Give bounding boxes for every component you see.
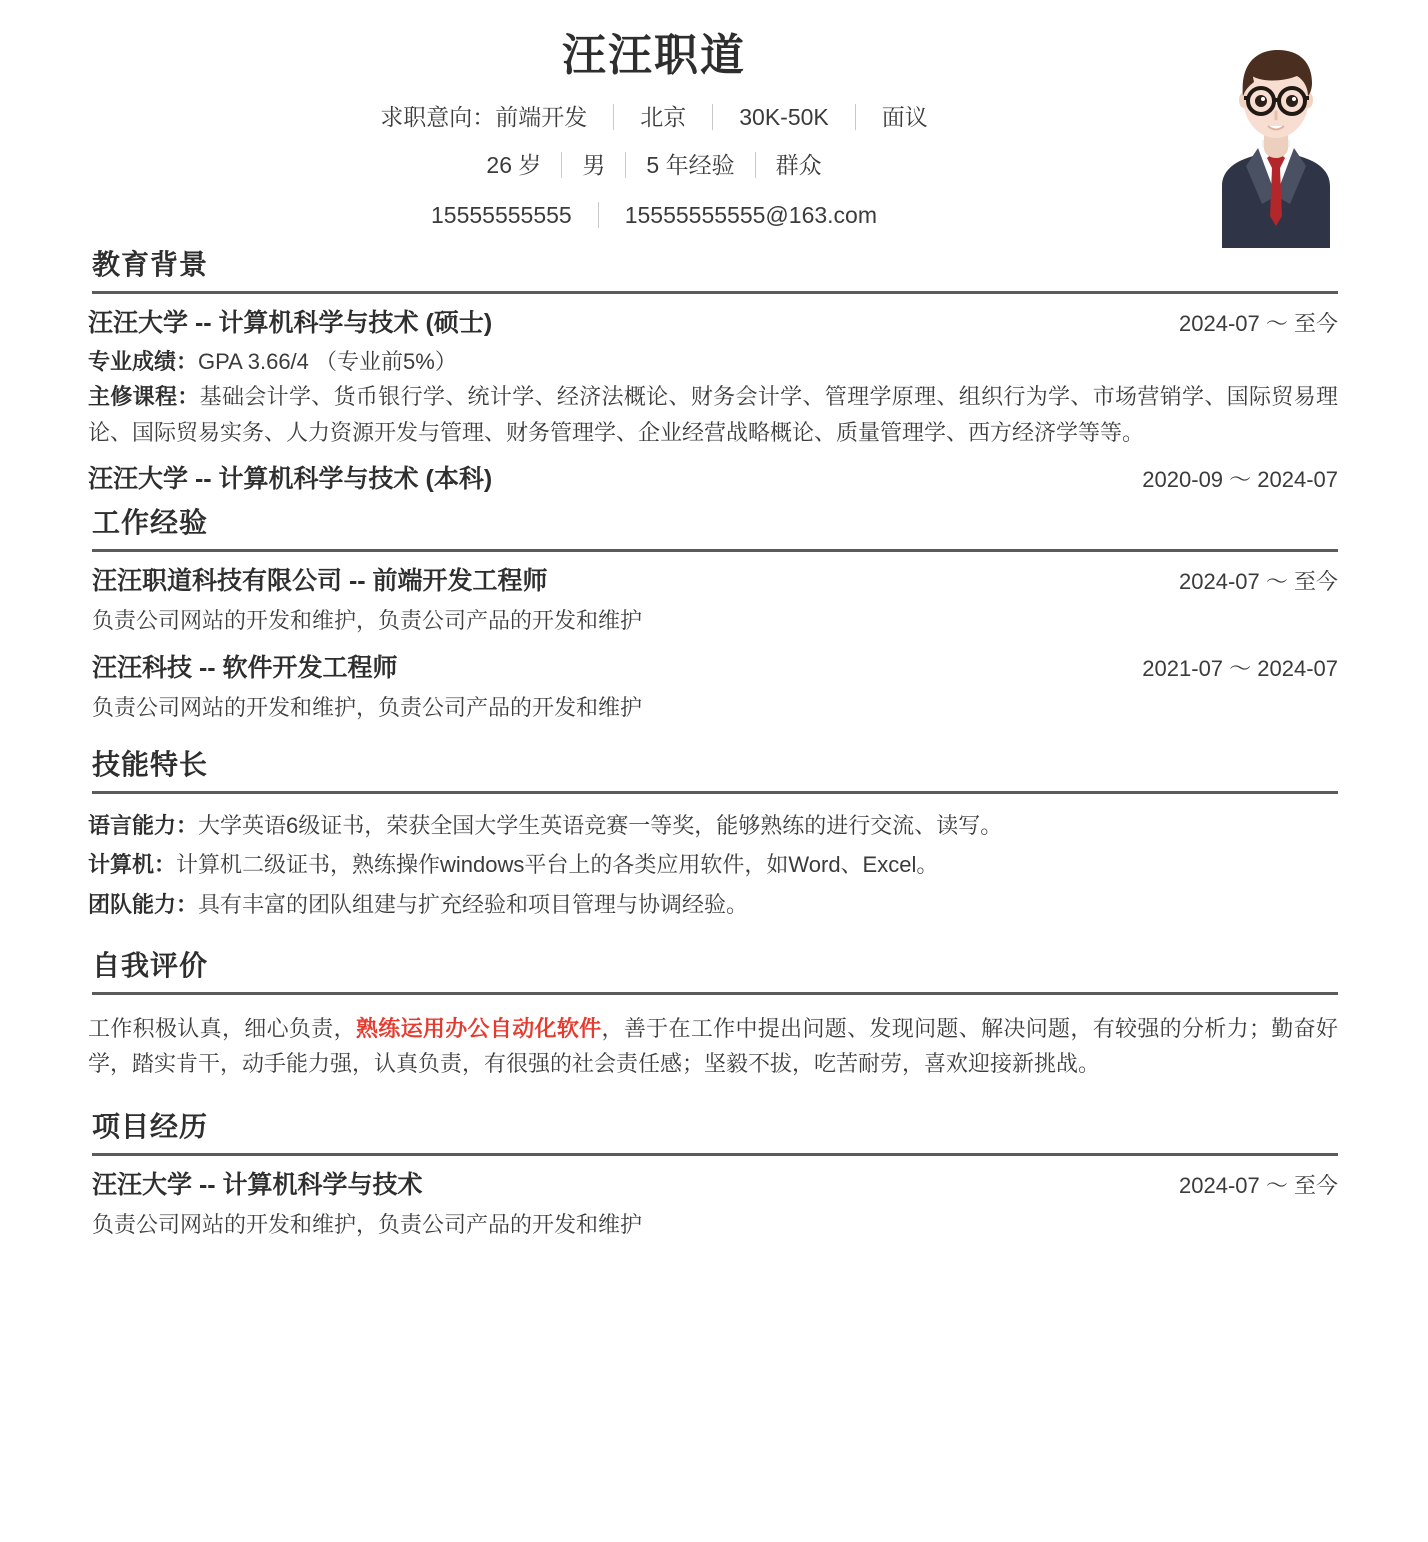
contact-line: [0, 202, 1308, 228]
work-entry-description: 负责公司网站的开发和维护，负责公司产品的开发和维护: [92, 695, 643, 721]
job-intent-label: 求职意向：: [380, 103, 496, 130]
work-entry: [88, 565, 1338, 639]
page-title: 汪汪职道: [562, 31, 746, 80]
project-entry-date: 2024-07 ～ 至今: [1179, 1172, 1338, 1198]
divider-icon: [561, 152, 562, 178]
section-work-experience: [88, 504, 1338, 726]
work-entry-date: 2021-07 ～ 2024-07: [1142, 655, 1338, 681]
self-evaluation-text: [88, 1011, 1338, 1082]
work-entry-date: 2024-07 ～ 至今: [1179, 568, 1338, 594]
divider-icon: [625, 152, 626, 178]
skill-label: 计算机：: [88, 852, 177, 878]
work-entry-description: 负责公司网站的开发和维护，负责公司产品的开发和维护: [92, 608, 643, 634]
job-intent-line: [0, 104, 1308, 130]
section-divider: [92, 791, 1338, 794]
self-evaluation-part-1: 工作积极认真，细心负责，: [88, 1015, 356, 1041]
section-education: [88, 246, 1338, 496]
section-title-education: 教育背景: [92, 249, 209, 281]
divider-icon: [598, 202, 599, 228]
education-gpa-line: [88, 344, 1338, 380]
job-salary: 30K-50K: [739, 103, 829, 130]
skills-list: [88, 808, 1338, 923]
section-self-evaluation: [88, 947, 1338, 1082]
job-city: 北京: [640, 103, 687, 130]
project-entry: [88, 1169, 1338, 1243]
work-entry-title: 汪汪职道科技有限公司 -- 前端开发工程师: [92, 566, 548, 595]
education-courses-label: 主修课程：: [88, 384, 200, 410]
self-evaluation-highlight: 熟练运用办公自动化软件: [355, 1015, 602, 1041]
personal-political-status: 群众: [775, 151, 822, 178]
divider-icon: [712, 104, 713, 130]
project-entry-head: [88, 1169, 1338, 1202]
skill-item: [88, 847, 1338, 883]
personal-gender: 男: [582, 151, 606, 178]
education-entry: [88, 463, 1338, 496]
section-title-work: 工作经验: [92, 506, 209, 538]
contact-email: 15555555555@163.com: [624, 201, 877, 228]
section-divider: [92, 992, 1338, 995]
personal-age: 26 岁: [486, 151, 542, 178]
section-skills: [88, 746, 1338, 923]
section-divider: [92, 1153, 1338, 1156]
skill-value: 计算机二级证书，熟练操作windows平台上的各类应用软件，如Word、Excel。: [176, 852, 939, 878]
education-entry-date: 2020-09 ～ 2024-07: [1142, 467, 1338, 493]
section-divider: [92, 291, 1338, 294]
education-courses-value: 基础会计学、货币银行学、统计学、经济法概论、财务会计学、管理学原理、组织行为学、市场营销学、国际贸易理论、国际贸易实务、人力资源开发与管理、财务管理学、企业经营战略概论、质量管理学、西方经济学等等。: [88, 384, 1338, 445]
education-entry: [88, 307, 1338, 450]
education-gpa-value: GPA 3.66/4 （专业前5%）: [198, 348, 457, 374]
personal-info-line: [0, 152, 1308, 178]
personal-experience: 5 年经验: [646, 151, 735, 178]
education-entry-head: [88, 307, 1338, 340]
section-title-self-evaluation: 自我评价: [92, 949, 209, 981]
education-gpa-label: 专业成绩：: [88, 348, 199, 374]
education-entry-title: 汪汪大学 -- 计算机科学与技术 (本科): [88, 465, 493, 494]
job-intent-value: 前端开发: [495, 103, 588, 130]
project-entry-title: 汪汪大学 -- 计算机科学与技术: [92, 1170, 423, 1199]
resume-header: [0, 0, 1428, 238]
skill-item: [88, 887, 1338, 923]
education-entry-title: 汪汪大学 -- 计算机科学与技术 (硕士): [88, 309, 493, 338]
avatar-icon: [1202, 36, 1350, 248]
self-evaluation-part-2: ，善于在工作中提出问题、发现问题、解决问题，有较强的分析力；勤奋好学，踏实肯干，动手能力强，认真负责，有很强的社会责任感；坚毅不拔，吃苦耐劳，喜欢迎接新挑战。: [88, 1015, 1338, 1077]
project-entry-description: 负责公司网站的开发和维护，负责公司产品的开发和维护: [92, 1212, 643, 1238]
contact-phone: 15555555555: [431, 201, 572, 228]
skill-value: 具有丰富的团队组建与扩充经验和项目管理与协调经验。: [198, 892, 749, 918]
divider-icon: [755, 152, 756, 178]
section-projects: [88, 1108, 1338, 1243]
skill-label: 语言能力：: [88, 812, 199, 838]
work-entry-title: 汪汪科技 -- 软件开发工程师: [92, 653, 398, 682]
section-title-projects: 项目经历: [92, 1110, 209, 1142]
divider-icon: [613, 104, 614, 130]
skill-label: 团队能力：: [88, 892, 199, 918]
education-courses-line: [88, 379, 1338, 450]
section-title-skills: 技能特长: [92, 749, 209, 781]
education-entry-date: 2024-07 ～ 至今: [1179, 311, 1338, 337]
work-entry: [88, 652, 1338, 726]
section-divider: [92, 549, 1338, 552]
education-entry-head: [88, 463, 1338, 496]
work-entry-head: [88, 652, 1338, 685]
divider-icon: [855, 104, 856, 130]
avatar: [1202, 36, 1350, 248]
skill-value: 大学英语6级证书，荣获全国大学生英语竞赛一等奖，能够熟练的进行交流、读写。: [198, 812, 1003, 838]
resume-body: [0, 246, 1428, 1242]
work-entry-head: [88, 565, 1338, 598]
job-negotiable: 面议: [881, 103, 928, 130]
skill-item: [88, 808, 1338, 844]
